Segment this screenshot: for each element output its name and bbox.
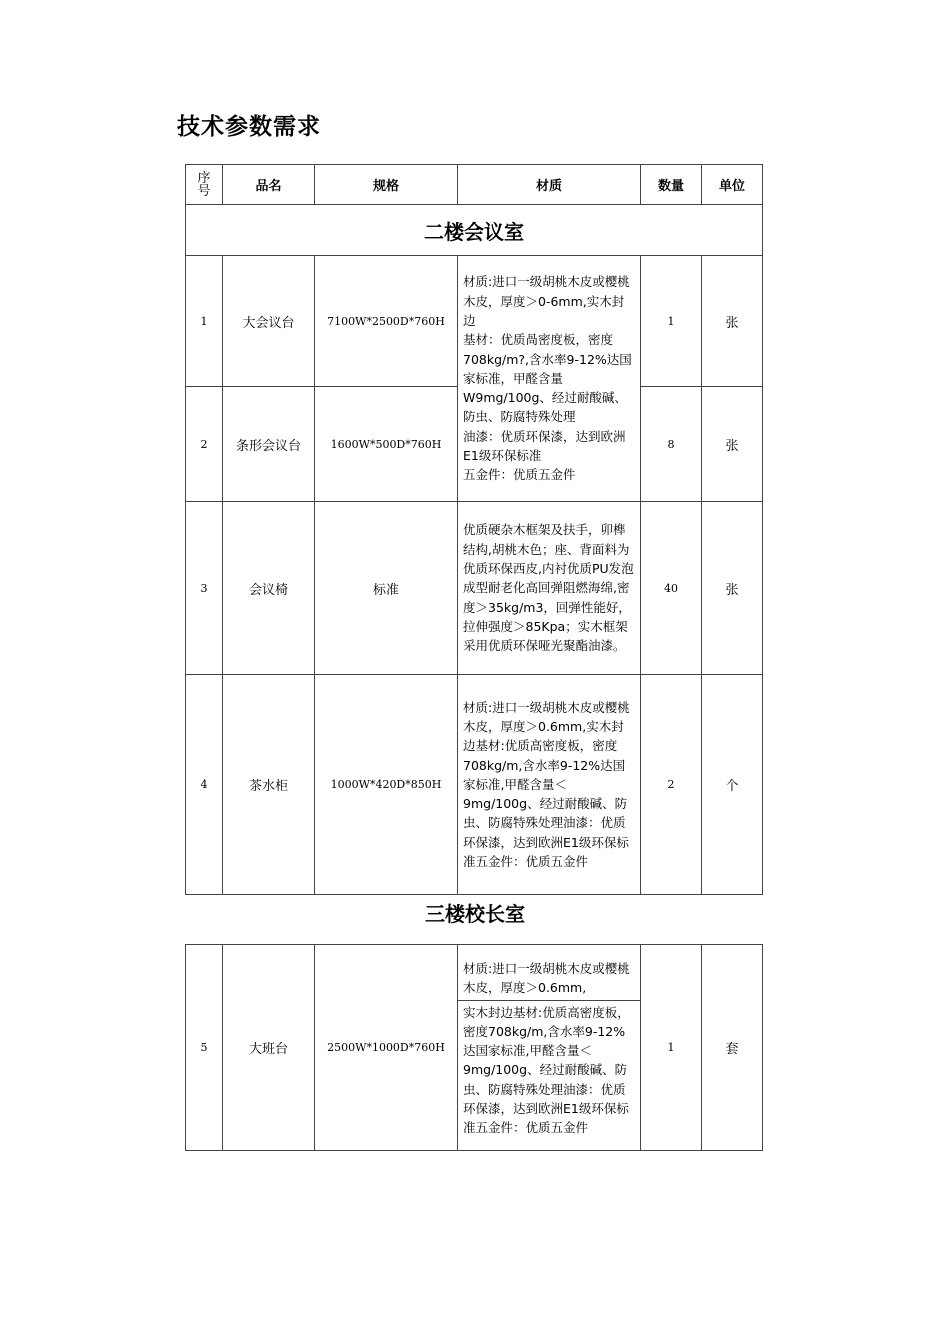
row-material: 材质:进口一级胡桃木皮或樱桃木皮，厚度＞0.6mm,实木封边基材:优质高密度板，密度708kg/m,含水率9-12%达国家标准,甲醛含量＜9mg/100g、经过耐酸碱、防虫、防腐特殊处理油漆：优质环保漆，达到欧洲E1级环保标准五金件：优质五金件 (458, 675, 641, 895)
table-row (186, 502, 763, 675)
spec-table-1 (185, 164, 763, 895)
row-name: 茶水柜 (223, 675, 315, 895)
row-name: 大会议台 (223, 256, 315, 387)
table-row (186, 945, 763, 1151)
section-title: 二楼会议室 (186, 205, 763, 256)
material-part-a: 材质:进口一级胡桃木皮或樱桃木皮，厚度＞0.6mm, (458, 945, 640, 1001)
section-row (186, 205, 763, 256)
row-spec: 1000W*420D*850H (315, 675, 458, 895)
material-part-b: 实木封边基材:优质高密度板，密度708kg/m,含水率9-12%达国家标准,甲醛含量＜9mg/100g、经过耐酸碱、防虫、防腐特殊处理油漆：优质环保漆，达到欧洲E1级环保标准五金件：优质五金件 (463, 1004, 630, 1136)
row-spec: 7100W*2500D*760H (315, 256, 458, 387)
row-idx: 2 (186, 387, 223, 502)
header-material: 材质 (458, 165, 641, 205)
row-idx: 1 (186, 256, 223, 387)
row-unit: 套 (702, 945, 763, 1151)
row-qty: 2 (641, 675, 702, 895)
table-row (186, 675, 763, 895)
row-name: 大班台 (223, 945, 315, 1151)
row-unit: 张 (702, 387, 763, 502)
row-material: 优质硬杂木框架及扶手，卯榫结构,胡桃木色；座、背面料为优质环保西皮,内衬优质PU发泡成型耐老化高回弹阻燃海绵,密度＞35kg/m3，回弹性能好，拉伸强度＞85Kpa；实木框架采用优质环保哑光聚酯油漆。 (458, 502, 641, 675)
row-unit: 张 (702, 256, 763, 387)
row-name: 会议椅 (223, 502, 315, 675)
header-name: 品名 (223, 165, 315, 205)
section-title: 三楼校长室 (425, 902, 525, 926)
row-qty: 1 (641, 945, 702, 1151)
row-idx: 3 (186, 502, 223, 675)
row-qty: 8 (641, 387, 702, 502)
row-unit: 张 (702, 502, 763, 675)
page-title: 技术参数需求 (177, 114, 321, 140)
row-spec: 2500W*1000D*760H (315, 945, 458, 1151)
header-qty: 数量 (641, 165, 702, 205)
row-idx: 5 (186, 945, 223, 1151)
row-qty: 1 (641, 256, 702, 387)
row-spec: 1600W*500D*760H (315, 387, 458, 502)
row-name: 条形会议台 (223, 387, 315, 502)
header-idx: 序号 (186, 165, 223, 205)
row-qty: 40 (641, 502, 702, 675)
header-spec: 规格 (315, 165, 458, 205)
row-idx: 4 (186, 675, 223, 895)
row-material: 材质:进口一级胡桃木皮或樱桃木皮，厚度＞0-6mm,实木封边 基材：优质咼密度板，密度708kg/m?,含水率9-12%达国家标准，甲醛含量W9mg/100g、经过耐酸碱、防虫、防腐特殊处理 油漆：优质环保漆，达到欧洲E1级环保标准 五金件：优质五金件 (458, 256, 641, 502)
row-material (458, 945, 641, 1151)
header-unit: 单位 (702, 165, 763, 205)
table-header-row (186, 165, 763, 205)
row-spec: 标准 (315, 502, 458, 675)
table-row (186, 256, 763, 387)
spec-table-2 (185, 944, 763, 1151)
row-unit: 个 (702, 675, 763, 895)
